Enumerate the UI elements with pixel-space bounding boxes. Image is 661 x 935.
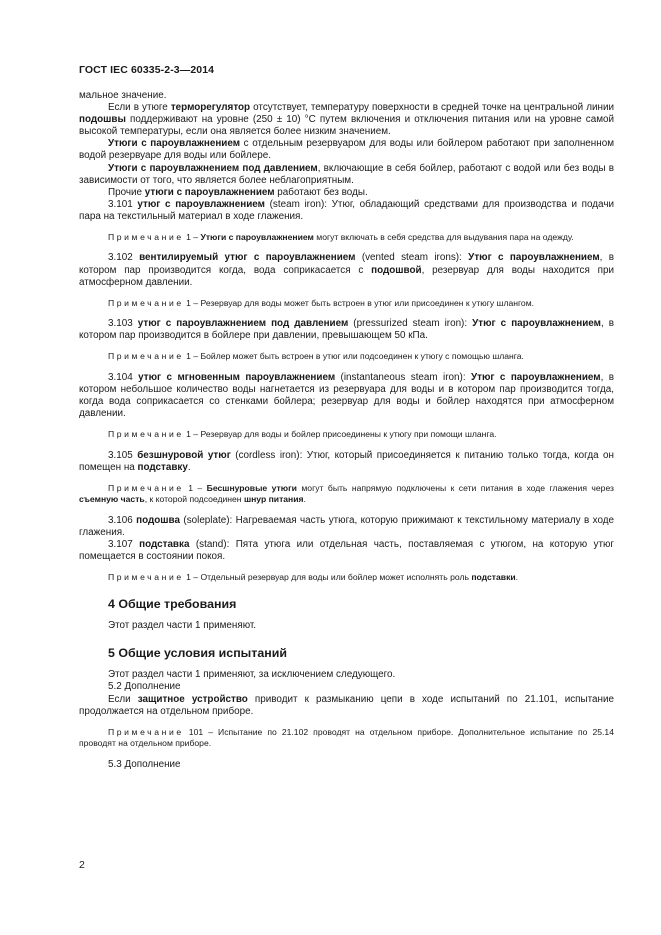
definition-3-106: 3.106 подошва (soleplate): Нагреваемая часть утюга, которую прижимают к текстильному материалу в ходе глажения.	[79, 514, 614, 538]
note-3-105: Примечание 1 – Бесшнуровые утюги могут быть напрямую подключены к сети питания в ходе глажения через съемную часть, к которой подсоединен шнур питания.	[79, 482, 614, 505]
note-label: Примечание	[108, 351, 184, 362]
term-ref: Утюг с пароувлажнением	[468, 252, 600, 264]
defined-term: утюг с мгновенным пароувлажнением	[138, 371, 336, 383]
defined-term: утюг с пароувлажнением под давлением	[137, 318, 349, 330]
term-ref: утюги с пароувлажнением	[144, 186, 275, 198]
note-label: Примечание	[108, 297, 184, 308]
definition-3-101: 3.101 утюг с пароувлажнением (steam iron): Утюг, обладающий средствами для производства и подачи пара на текстильный материал в ходе глажения.	[79, 198, 614, 222]
paragraph-other-irons: Прочие утюги с пароувлажнением работают без воды.	[108, 186, 368, 198]
paragraph-pressure-irons: Утюги с пароувлажнением под давлением, включающие в себя бойлер, работают с водой или без воды в зависимости от того, что является более неблагоприятным.	[79, 162, 614, 186]
section-4-text: Этот раздел части 1 применяют.	[108, 620, 257, 632]
term-ref: подошвы	[79, 114, 126, 126]
note-3-107: Примечание 1 – Отдельный резервуар для воды или бойлер может исполнять роль подставки.	[108, 571, 519, 582]
term-ref: Утюги с пароувлажнением под давлением	[108, 162, 318, 174]
defined-term: утюг с пароувлажнением	[137, 198, 265, 210]
term-ref: терморегулятор	[170, 102, 251, 114]
defined-term: вентилируемый утюг с пароувлажнением	[139, 252, 356, 264]
subsection-5-2: 5.2 Дополнение	[108, 681, 181, 693]
paragraph-protective-device: Если защитное устройство приводит к размыканию цепи в ходе испытаний по 21.101, испытание продолжается на отдельном приборе.	[79, 693, 614, 717]
term-ref: подошвой	[371, 264, 422, 276]
document-header: ГОСТ IEC 60335-2-3—2014	[79, 64, 215, 76]
paragraph-separate-tank: Утюги с пароувлажнением с отдельным резервуаром для воды или бойлером работают при заполненном водой резервуаре для воды или бойлере.	[79, 138, 614, 162]
term-ref: шнур питания	[243, 494, 304, 505]
defined-term: подошва	[136, 514, 180, 526]
term-ref: защитное устройство	[137, 693, 248, 705]
term-ref: подставку	[137, 461, 188, 473]
term-ref: Утюг с пароувлажнением	[470, 371, 601, 383]
section-4-heading: 4 Общие требования	[108, 597, 237, 612]
defined-term: подставка	[139, 538, 190, 550]
term-ref: Утюг с пароувлажнением	[472, 318, 601, 330]
note-3-102: Примечание 1 – Резервуар для воды может быть встроен в утюг или присоединен к утюгу шлангом.	[108, 297, 535, 308]
subsection-5-3: 5.3 Дополнение	[108, 758, 181, 770]
note-label: Примечание	[108, 571, 184, 582]
defined-term: безшнуровой утюг	[137, 449, 231, 461]
note-3-101: Примечание 1 – Утюги с пароувлажнением могут включать в себя средства для выдувания пара на одежду.	[108, 232, 574, 243]
definition-3-104: 3.104 утюг с мгновенным пароувлажнением (instantaneous steam iron): Утюг с пароувлажнением, в котором небольшое количество воды нагнетается из резервуара для воды и в котором пар производится тогда, когда вода соприкасается со стенками бойлера; резервуар для воды и бойлер находятся при атмосферном давлении.	[79, 371, 614, 419]
continuation-text: мальное значение.	[79, 90, 167, 101]
term-ref: съемную часть	[79, 494, 145, 505]
definition-3-107: 3.107 подставка (stand): Пята утюга или отдельная часть, поставляемая с утюгом, на которую утюг помещается в состоянии покоя.	[79, 538, 614, 562]
term-ref: Бесшнуровые утюги	[206, 482, 297, 493]
paragraph-thermostat: Если в утюге терморегулятор отсутствует, температуру поверхности в средней точке на центральной линии подошвы поддерживают на уровне (250 ± 10) °С путем включения и отключения питания или на уровне самой высокой температуры, если она является более низким значением.	[79, 102, 614, 138]
note-3-103: Примечание 1 – Бойлер может быть встроен в утюг или подсоединен к утюгу с помощью шланга.	[108, 351, 524, 362]
note-3-104: Примечание 1 – Резервуар для воды и бойлер присоединены к утюгу при помощи шланга.	[108, 429, 497, 440]
definition-3-103: 3.103 утюг с пароувлажнением под давлением (pressurized steam iron): Утюг с пароувлажнением, в котором пар производится в бойлере при давлении, превышающем 50 кПа.	[79, 318, 614, 342]
note-label: Примечание	[108, 429, 184, 440]
term-ref: подставки	[471, 571, 516, 582]
note-label: Примечание	[108, 482, 184, 493]
term-ref: Утюги с пароувлажнением	[200, 232, 314, 243]
page-number: 2	[79, 859, 85, 871]
page-body	[79, 90, 614, 771]
note-label: Примечание	[108, 232, 184, 243]
term-ref: Утюги с пароувлажнением	[108, 138, 241, 150]
section-5-text: Этот раздел части 1 применяют, за исключением следующего.	[108, 669, 396, 681]
section-5-heading: 5 Общие условия испытаний	[108, 646, 287, 661]
definition-3-105: 3.105 безшнуровой утюг (cordless iron): Утюг, который присоединяется к питанию только тогда, когда он помещен на подставку.	[79, 449, 614, 473]
definition-3-102: 3.102 вентилируемый утюг с пароувлажнением (vented steam irons): Утюг с пароувлажнением, в котором пар производится когда, вода соприкасается с подошвой, резервуар для воды находится при атмосферном давлении.	[79, 252, 615, 288]
note-label: Примечание	[108, 726, 184, 737]
note-5-2: Примечание 101 – Испытание по 21.102 проводят на отдельном приборе. Дополнительное испытание по 25.14 проводят на отдельном приборе.	[79, 726, 614, 749]
